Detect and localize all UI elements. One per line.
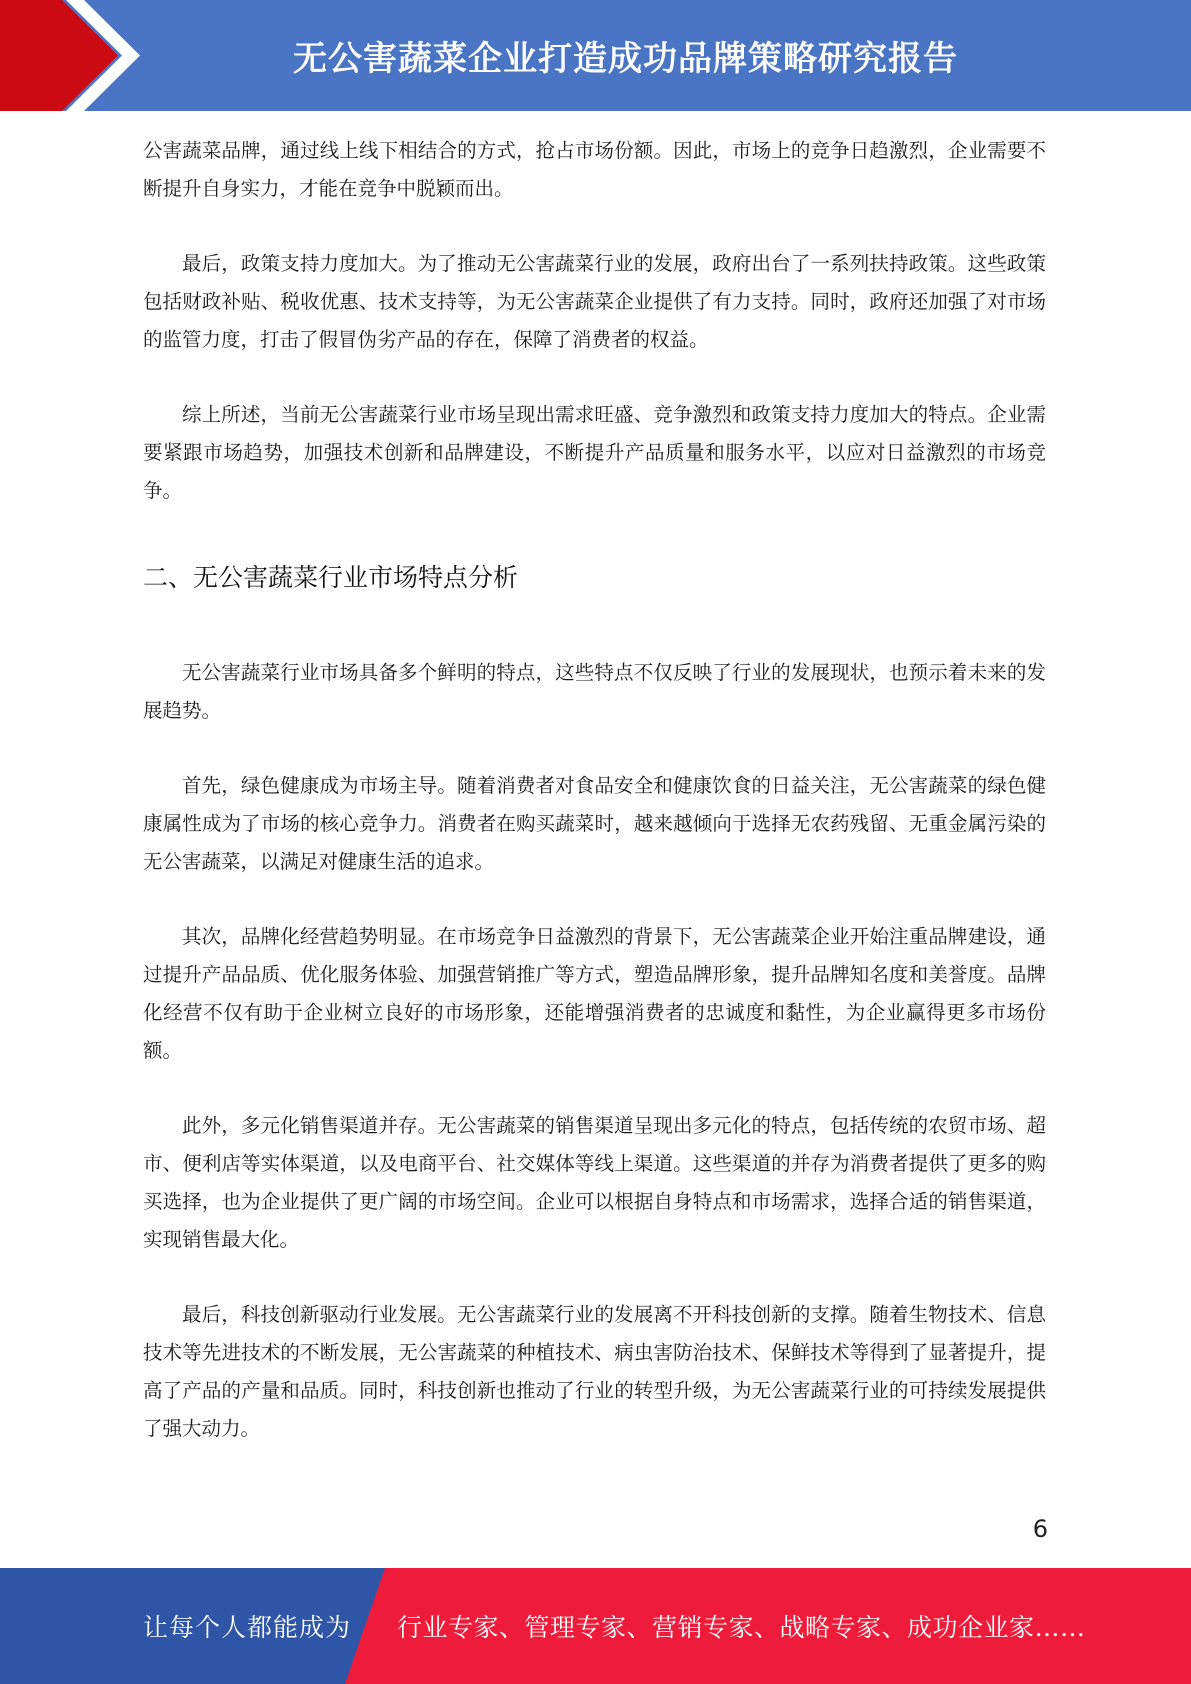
paragraph: 综上所述，当前无公害蔬菜行业市场呈现出需求旺盛、竞争激烈和政策支持力度加大的特点。企业需要紧跟市场趋势，加强技术创新和品牌建设，不断提升产品质量和服务水平，以应对日益激烈的市场竞争。 <box>143 403 1046 502</box>
header-chevron-decoration <box>0 0 160 111</box>
paragraph: 首先，绿色健康成为市场主导。随着消费者对食品安全和健康饮食的日益关注，无公害蔬菜的绿色健康属性成为了市场的核心竞争力。消费者在购买蔬菜时，越来越倾向于选择无农药残留、无重金属污染的无公害蔬菜，以满足对健康生活的追求。 <box>143 774 1046 873</box>
paragraph: 其次，品牌化经营趋势明显。在市场竞争日益激烈的背景下，无公害蔬菜企业开始注重品牌建设，通过提升产品品质、优化服务体验、加强营销推广等方式，塑造品牌形象，提升品牌知名度和美誉度。品牌化经营不仅有助于企业树立良好的市场形象，还能增强消费者的忠诚度和黏性，为企业赢得更多市场份额。 <box>143 925 1046 1062</box>
footer-slogan-left: 让每个人都能成为 <box>143 1613 352 1642</box>
main-content <box>143 132 1046 1448</box>
paragraph: 无公害蔬菜行业市场具备多个鲜明的特点，这些特点不仅反映了行业的发展现状，也预示着未来的发展趋势。 <box>143 661 1046 722</box>
paragraph: 公害蔬菜品牌，通过线上线下相结合的方式，抢占市场份额。因此，市场上的竞争日趋激烈，企业需要不断提升自身实力，才能在竞争中脱颖而出。 <box>143 139 1046 200</box>
page-number: 6 <box>1032 1515 1048 1543</box>
page-footer <box>0 1568 1191 1684</box>
report-title: 无公害蔬菜企业打造成功品牌策略研究报告 <box>293 39 958 79</box>
paragraph: 最后，政策支持力度加大。为了推动无公害蔬菜行业的发展，政府出台了一系列扶持政策。这些政策包括财政补贴、税收优惠、技术支持等，为无公害蔬菜企业提供了有力支持。同时，政府还加强了对市场的监管力度，打击了假冒伪劣产品的存在，保障了消费者的权益。 <box>143 252 1046 351</box>
footer-slogan-right: 行业专家、管理专家、营销专家、战略专家、成功企业家…… <box>397 1613 1086 1642</box>
page-header <box>0 0 1191 111</box>
section-heading: 二、无公害蔬菜行业市场特点分析 <box>143 563 519 592</box>
paragraph: 最后，科技创新驱动行业发展。无公害蔬菜行业的发展离不开科技创新的支撑。随着生物技术、信息技术等先进技术的不断发展，无公害蔬菜的种植技术、病虫害防治技术、保鲜技术等得到了显著提升，提高了产品的产量和品质。同时，科技创新也推动了行业的转型升级，为无公害蔬菜行业的可持续发展提供了强大动力。 <box>143 1303 1046 1440</box>
paragraph: 此外，多元化销售渠道并存。无公害蔬菜的销售渠道呈现出多元化的特点，包括传统的农贸市场、超市、便利店等实体渠道，以及电商平台、社交媒体等线上渠道。这些渠道的并存为消费者提供了更多的购买选择，也为企业提供了更广阔的市场空间。企业可以根据自身特点和市场需求，选择合适的销售渠道，实现销售最大化。 <box>143 1114 1046 1251</box>
